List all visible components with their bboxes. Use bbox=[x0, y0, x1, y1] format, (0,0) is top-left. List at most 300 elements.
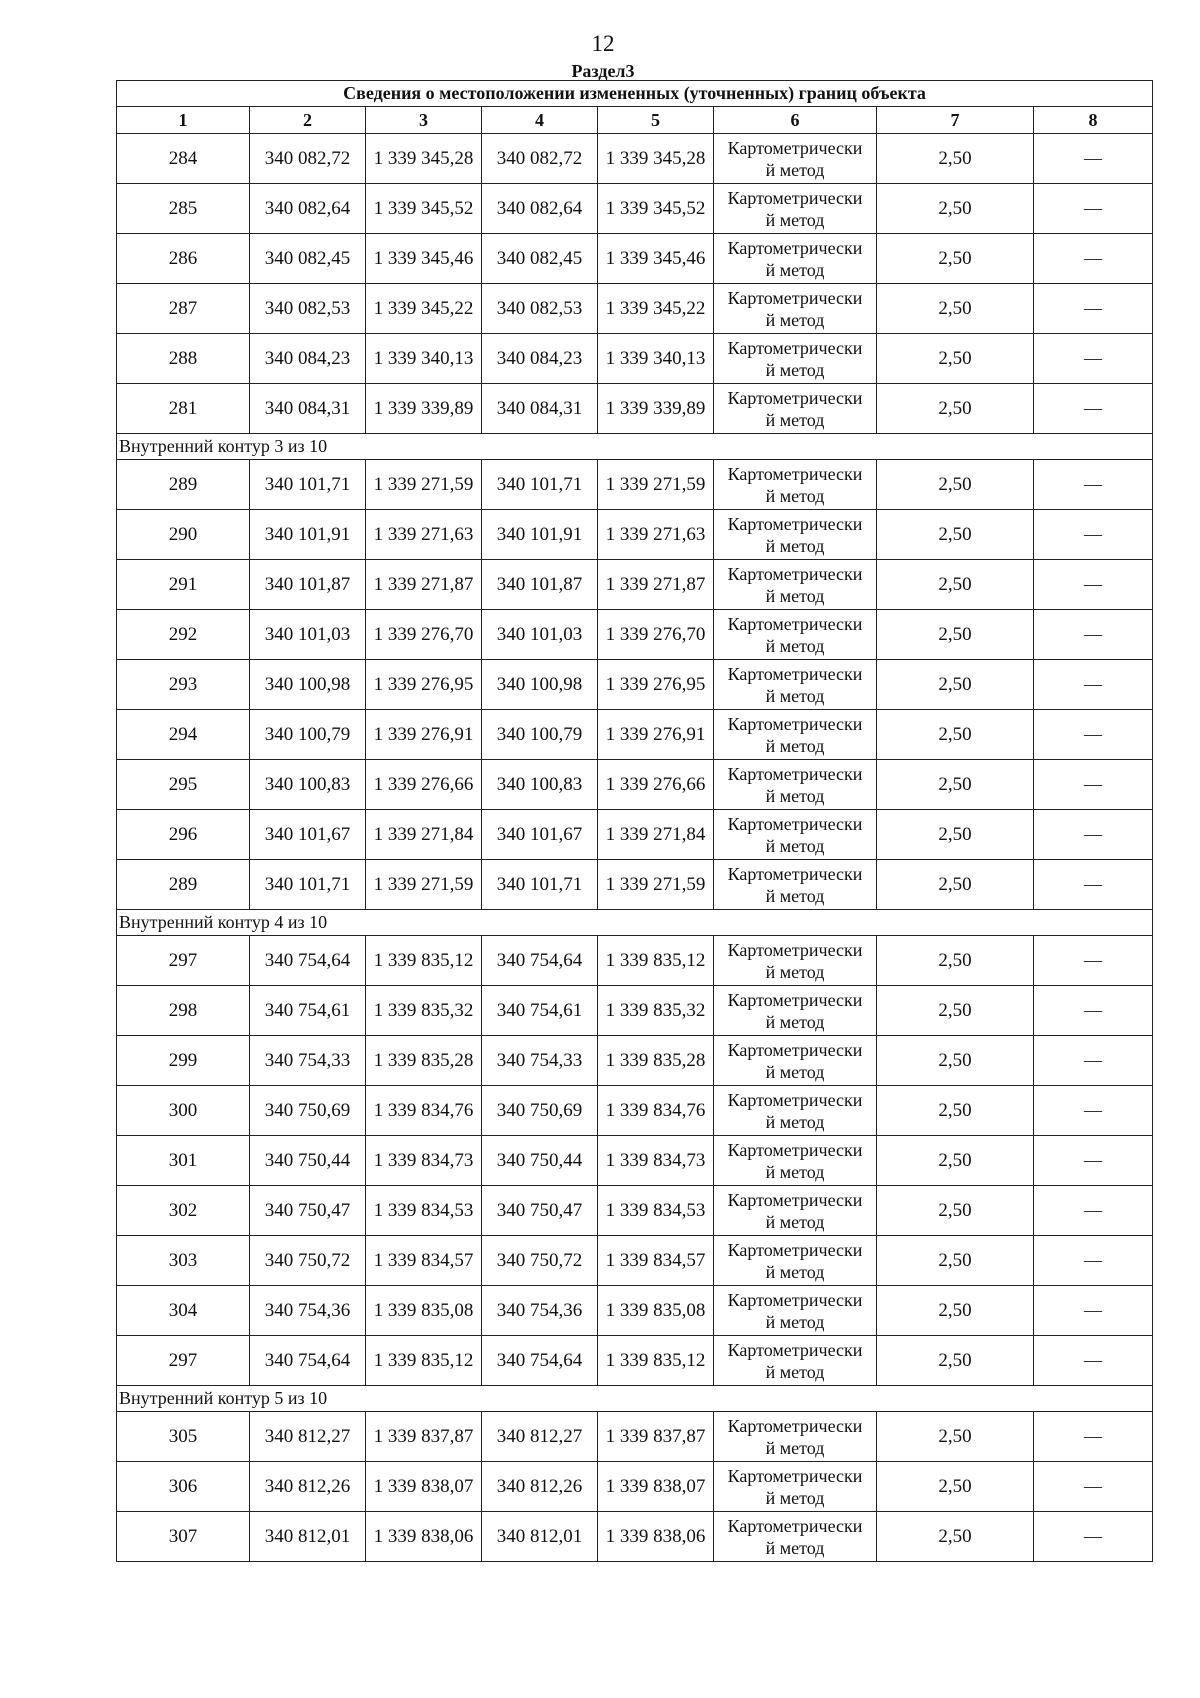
new-y-cell: 1 339 271,59 bbox=[598, 860, 714, 910]
new-y-cell: 1 339 345,52 bbox=[598, 184, 714, 234]
method-line-2: й метод bbox=[765, 159, 825, 180]
existing-x-cell: 340 101,67 bbox=[250, 810, 366, 860]
description-cell: — bbox=[1034, 460, 1153, 510]
existing-y-cell: 1 339 345,52 bbox=[366, 184, 482, 234]
section-title: Раздел3 bbox=[571, 61, 635, 81]
table-row bbox=[117, 1412, 1153, 1462]
method-cell bbox=[714, 1462, 877, 1512]
existing-x-cell: 340 754,61 bbox=[250, 986, 366, 1036]
table-row bbox=[117, 560, 1153, 610]
new-x-cell: 340 101,03 bbox=[482, 610, 598, 660]
column-header: 2 bbox=[250, 107, 366, 134]
point-number-cell: 291 bbox=[117, 560, 250, 610]
contour-label-row bbox=[117, 434, 1153, 460]
table-row bbox=[117, 986, 1153, 1036]
new-y-cell: 1 339 271,84 bbox=[598, 810, 714, 860]
table-row bbox=[117, 510, 1153, 560]
new-y-cell: 1 339 345,46 bbox=[598, 234, 714, 284]
table-row bbox=[117, 460, 1153, 510]
table-row bbox=[117, 1512, 1153, 1562]
point-number-cell: 302 bbox=[117, 1186, 250, 1236]
table-row bbox=[117, 234, 1153, 284]
existing-x-cell: 340 754,33 bbox=[250, 1036, 366, 1086]
method-cell bbox=[714, 710, 877, 760]
existing-y-cell: 1 339 271,84 bbox=[366, 810, 482, 860]
new-x-cell: 340 101,71 bbox=[482, 460, 598, 510]
new-x-cell: 340 082,45 bbox=[482, 234, 598, 284]
existing-y-cell: 1 339 271,63 bbox=[366, 510, 482, 560]
existing-y-cell: 1 339 276,95 bbox=[366, 660, 482, 710]
new-y-cell: 1 339 271,87 bbox=[598, 560, 714, 610]
method-line-1: Картометрически bbox=[727, 613, 863, 634]
method-cell bbox=[714, 760, 877, 810]
accuracy-cell: 2,50 bbox=[877, 760, 1034, 810]
existing-y-cell: 1 339 276,66 bbox=[366, 760, 482, 810]
existing-y-cell: 1 339 834,73 bbox=[366, 1136, 482, 1186]
accuracy-cell: 2,50 bbox=[877, 936, 1034, 986]
existing-y-cell: 1 339 838,07 bbox=[366, 1462, 482, 1512]
table-row bbox=[117, 710, 1153, 760]
table-row bbox=[117, 936, 1153, 986]
point-number-cell: 305 bbox=[117, 1412, 250, 1462]
existing-x-cell: 340 082,45 bbox=[250, 234, 366, 284]
column-header: 4 bbox=[482, 107, 598, 134]
accuracy-cell: 2,50 bbox=[877, 1462, 1034, 1512]
point-number-cell: 286 bbox=[117, 234, 250, 284]
new-y-cell: 1 339 276,70 bbox=[598, 610, 714, 660]
existing-y-cell: 1 339 834,57 bbox=[366, 1236, 482, 1286]
method-cell bbox=[714, 1136, 877, 1186]
description-cell: — bbox=[1034, 560, 1153, 610]
table-row bbox=[117, 1462, 1153, 1512]
description-cell: — bbox=[1034, 184, 1153, 234]
description-cell: — bbox=[1034, 510, 1153, 560]
method-cell bbox=[714, 1236, 877, 1286]
existing-x-cell: 340 100,83 bbox=[250, 760, 366, 810]
existing-x-cell: 340 082,72 bbox=[250, 134, 366, 184]
point-number-cell: 295 bbox=[117, 760, 250, 810]
method-line-2: й метод bbox=[765, 1537, 825, 1558]
method-line-1: Картометрически bbox=[727, 137, 863, 158]
method-line-1: Картометрически bbox=[727, 287, 863, 308]
new-x-cell: 340 812,01 bbox=[482, 1512, 598, 1562]
existing-x-cell: 340 812,01 bbox=[250, 1512, 366, 1562]
new-y-cell: 1 339 834,53 bbox=[598, 1186, 714, 1236]
accuracy-cell: 2,50 bbox=[877, 560, 1034, 610]
point-number-cell: 287 bbox=[117, 284, 250, 334]
new-y-cell: 1 339 835,12 bbox=[598, 1336, 714, 1386]
method-line-2: й метод bbox=[765, 735, 825, 756]
point-number-cell: 290 bbox=[117, 510, 250, 560]
point-number-cell: 292 bbox=[117, 610, 250, 660]
table-row bbox=[117, 1286, 1153, 1336]
new-y-cell: 1 339 835,28 bbox=[598, 1036, 714, 1086]
method-line-2: й метод bbox=[765, 485, 825, 506]
existing-y-cell: 1 339 834,53 bbox=[366, 1186, 482, 1236]
new-x-cell: 340 101,91 bbox=[482, 510, 598, 560]
accuracy-cell: 2,50 bbox=[877, 1186, 1034, 1236]
description-cell: — bbox=[1034, 1336, 1153, 1386]
new-y-cell: 1 339 276,91 bbox=[598, 710, 714, 760]
method-line-2: й метод bbox=[765, 535, 825, 556]
description-cell: — bbox=[1034, 384, 1153, 434]
new-y-cell: 1 339 345,22 bbox=[598, 284, 714, 334]
existing-y-cell: 1 339 835,32 bbox=[366, 986, 482, 1036]
table-row bbox=[117, 1236, 1153, 1286]
method-line-1: Картометрически bbox=[727, 1239, 863, 1260]
new-y-cell: 1 339 276,66 bbox=[598, 760, 714, 810]
description-cell: — bbox=[1034, 1412, 1153, 1462]
method-line-1: Картометрически bbox=[727, 337, 863, 358]
table-row bbox=[117, 1186, 1153, 1236]
existing-x-cell: 340 101,87 bbox=[250, 560, 366, 610]
description-cell: — bbox=[1034, 1136, 1153, 1186]
point-number-cell: 304 bbox=[117, 1286, 250, 1336]
point-number-cell: 293 bbox=[117, 660, 250, 710]
point-number-cell: 296 bbox=[117, 810, 250, 860]
description-cell: — bbox=[1034, 1286, 1153, 1336]
method-cell bbox=[714, 936, 877, 986]
method-line-1: Картометрически bbox=[727, 1465, 863, 1486]
new-x-cell: 340 750,44 bbox=[482, 1136, 598, 1186]
method-line-2: й метод bbox=[765, 359, 825, 380]
accuracy-cell: 2,50 bbox=[877, 234, 1034, 284]
method-line-2: й метод bbox=[765, 209, 825, 230]
table-row bbox=[117, 1136, 1153, 1186]
accuracy-cell: 2,50 bbox=[877, 510, 1034, 560]
accuracy-cell: 2,50 bbox=[877, 1512, 1034, 1562]
description-cell: — bbox=[1034, 1512, 1153, 1562]
table-row bbox=[117, 1036, 1153, 1086]
description-cell: — bbox=[1034, 1462, 1153, 1512]
existing-x-cell: 340 750,69 bbox=[250, 1086, 366, 1136]
point-number-cell: 294 bbox=[117, 710, 250, 760]
existing-x-cell: 340 750,44 bbox=[250, 1136, 366, 1186]
table-row bbox=[117, 860, 1153, 910]
description-cell: — bbox=[1034, 860, 1153, 910]
table-body bbox=[117, 81, 1153, 1562]
method-cell bbox=[714, 1036, 877, 1086]
method-cell bbox=[714, 1512, 877, 1562]
new-x-cell: 340 812,26 bbox=[482, 1462, 598, 1512]
description-cell: — bbox=[1034, 810, 1153, 860]
new-x-cell: 340 812,27 bbox=[482, 1412, 598, 1462]
new-x-cell: 340 754,64 bbox=[482, 936, 598, 986]
method-line-1: Картометрически bbox=[727, 1189, 863, 1210]
accuracy-cell: 2,50 bbox=[877, 1236, 1034, 1286]
method-line-1: Картометрически bbox=[727, 713, 863, 734]
new-y-cell: 1 339 271,59 bbox=[598, 460, 714, 510]
page-number: 12 bbox=[591, 31, 615, 56]
existing-x-cell: 340 082,53 bbox=[250, 284, 366, 334]
method-line-1: Картометрически bbox=[727, 237, 863, 258]
description-cell: — bbox=[1034, 334, 1153, 384]
description-cell: — bbox=[1034, 986, 1153, 1036]
contour-label: Внутренний контур 5 из 10 bbox=[117, 1386, 1153, 1412]
description-cell: — bbox=[1034, 660, 1153, 710]
method-line-1: Картометрически bbox=[727, 989, 863, 1010]
method-line-1: Картометрически bbox=[727, 813, 863, 834]
existing-y-cell: 1 339 838,06 bbox=[366, 1512, 482, 1562]
method-line-1: Картометрически bbox=[727, 513, 863, 534]
column-header: 3 bbox=[366, 107, 482, 134]
description-cell: — bbox=[1034, 760, 1153, 810]
existing-x-cell: 340 084,23 bbox=[250, 334, 366, 384]
existing-x-cell: 340 101,71 bbox=[250, 860, 366, 910]
method-line-2: й метод bbox=[765, 1111, 825, 1132]
table-caption-row bbox=[117, 81, 1153, 107]
method-line-2: й метод bbox=[765, 885, 825, 906]
table-row bbox=[117, 184, 1153, 234]
description-cell: — bbox=[1034, 234, 1153, 284]
description-cell: — bbox=[1034, 710, 1153, 760]
new-y-cell: 1 339 834,73 bbox=[598, 1136, 714, 1186]
accuracy-cell: 2,50 bbox=[877, 384, 1034, 434]
method-line-1: Картометрически bbox=[727, 187, 863, 208]
method-line-1: Картометрически bbox=[727, 1339, 863, 1360]
existing-x-cell: 340 812,27 bbox=[250, 1412, 366, 1462]
point-number-cell: 298 bbox=[117, 986, 250, 1036]
existing-x-cell: 340 812,26 bbox=[250, 1462, 366, 1512]
accuracy-cell: 2,50 bbox=[877, 134, 1034, 184]
method-line-2: й метод bbox=[765, 1437, 825, 1458]
table-row bbox=[117, 760, 1153, 810]
existing-y-cell: 1 339 345,28 bbox=[366, 134, 482, 184]
method-line-1: Картометрически bbox=[727, 939, 863, 960]
point-number-cell: 289 bbox=[117, 460, 250, 510]
new-y-cell: 1 339 271,63 bbox=[598, 510, 714, 560]
description-cell: — bbox=[1034, 1036, 1153, 1086]
accuracy-cell: 2,50 bbox=[877, 1086, 1034, 1136]
new-x-cell: 340 082,64 bbox=[482, 184, 598, 234]
accuracy-cell: 2,50 bbox=[877, 810, 1034, 860]
accuracy-cell: 2,50 bbox=[877, 1286, 1034, 1336]
method-line-2: й метод bbox=[765, 1211, 825, 1232]
method-cell bbox=[714, 1412, 877, 1462]
existing-y-cell: 1 339 339,89 bbox=[366, 384, 482, 434]
new-x-cell: 340 100,98 bbox=[482, 660, 598, 710]
point-number-cell: 281 bbox=[117, 384, 250, 434]
description-cell: — bbox=[1034, 1086, 1153, 1136]
point-number-cell: 306 bbox=[117, 1462, 250, 1512]
method-line-1: Картометрически bbox=[727, 1039, 863, 1060]
existing-x-cell: 340 750,72 bbox=[250, 1236, 366, 1286]
existing-y-cell: 1 339 276,70 bbox=[366, 610, 482, 660]
method-line-2: й метод bbox=[765, 1261, 825, 1282]
method-line-1: Картометрически bbox=[727, 763, 863, 784]
description-cell: — bbox=[1034, 134, 1153, 184]
method-line-1: Картометрически bbox=[727, 663, 863, 684]
existing-x-cell: 340 100,79 bbox=[250, 710, 366, 760]
method-line-2: й метод bbox=[765, 961, 825, 982]
existing-x-cell: 340 754,36 bbox=[250, 1286, 366, 1336]
accuracy-cell: 2,50 bbox=[877, 1412, 1034, 1462]
method-cell bbox=[714, 334, 877, 384]
method-line-2: й метод bbox=[765, 259, 825, 280]
new-y-cell: 1 339 276,95 bbox=[598, 660, 714, 710]
new-y-cell: 1 339 340,13 bbox=[598, 334, 714, 384]
method-cell bbox=[714, 284, 877, 334]
existing-y-cell: 1 339 837,87 bbox=[366, 1412, 482, 1462]
new-y-cell: 1 339 834,57 bbox=[598, 1236, 714, 1286]
new-x-cell: 340 084,23 bbox=[482, 334, 598, 384]
method-cell bbox=[714, 660, 877, 710]
point-number-cell: 285 bbox=[117, 184, 250, 234]
new-y-cell: 1 339 835,32 bbox=[598, 986, 714, 1036]
existing-y-cell: 1 339 835,12 bbox=[366, 1336, 482, 1386]
new-y-cell: 1 339 837,87 bbox=[598, 1412, 714, 1462]
existing-x-cell: 340 100,98 bbox=[250, 660, 366, 710]
method-cell bbox=[714, 1336, 877, 1386]
table-row bbox=[117, 334, 1153, 384]
accuracy-cell: 2,50 bbox=[877, 660, 1034, 710]
accuracy-cell: 2,50 bbox=[877, 1136, 1034, 1186]
contour-label-row bbox=[117, 910, 1153, 936]
existing-x-cell: 340 084,31 bbox=[250, 384, 366, 434]
point-number-cell: 299 bbox=[117, 1036, 250, 1086]
point-number-cell: 289 bbox=[117, 860, 250, 910]
description-cell: — bbox=[1034, 610, 1153, 660]
method-line-2: й метод bbox=[765, 1487, 825, 1508]
existing-y-cell: 1 339 340,13 bbox=[366, 334, 482, 384]
description-cell: — bbox=[1034, 284, 1153, 334]
new-y-cell: 1 339 834,76 bbox=[598, 1086, 714, 1136]
method-line-2: й метод bbox=[765, 835, 825, 856]
new-x-cell: 340 082,53 bbox=[482, 284, 598, 334]
method-line-2: й метод bbox=[765, 635, 825, 656]
existing-x-cell: 340 101,71 bbox=[250, 460, 366, 510]
new-x-cell: 340 750,69 bbox=[482, 1086, 598, 1136]
column-header: 8 bbox=[1034, 107, 1153, 134]
method-cell bbox=[714, 184, 877, 234]
new-x-cell: 340 100,83 bbox=[482, 760, 598, 810]
new-y-cell: 1 339 838,07 bbox=[598, 1462, 714, 1512]
point-number-cell: 284 bbox=[117, 134, 250, 184]
method-cell bbox=[714, 234, 877, 284]
column-header: 1 bbox=[117, 107, 250, 134]
method-line-2: й метод bbox=[765, 1361, 825, 1382]
new-x-cell: 340 101,87 bbox=[482, 560, 598, 610]
method-line-2: й метод bbox=[765, 409, 825, 430]
method-line-2: й метод bbox=[765, 309, 825, 330]
new-x-cell: 340 754,33 bbox=[482, 1036, 598, 1086]
table-caption: Сведения о местоположении измененных (уточненных) границ объекта bbox=[117, 81, 1153, 107]
method-line-1: Картометрически bbox=[727, 1415, 863, 1436]
accuracy-cell: 2,50 bbox=[877, 1036, 1034, 1086]
new-y-cell: 1 339 345,28 bbox=[598, 134, 714, 184]
existing-y-cell: 1 339 271,87 bbox=[366, 560, 482, 610]
method-cell bbox=[714, 860, 877, 910]
new-y-cell: 1 339 838,06 bbox=[598, 1512, 714, 1562]
new-x-cell: 340 101,71 bbox=[482, 860, 598, 910]
new-x-cell: 340 750,47 bbox=[482, 1186, 598, 1236]
method-line-2: й метод bbox=[765, 1311, 825, 1332]
method-line-1: Картометрически bbox=[727, 563, 863, 584]
method-cell bbox=[714, 810, 877, 860]
method-cell bbox=[714, 986, 877, 1036]
table-row bbox=[117, 610, 1153, 660]
existing-x-cell: 340 082,64 bbox=[250, 184, 366, 234]
contour-label: Внутренний контур 4 из 10 bbox=[117, 910, 1153, 936]
method-line-2: й метод bbox=[765, 1161, 825, 1182]
existing-x-cell: 340 754,64 bbox=[250, 936, 366, 986]
accuracy-cell: 2,50 bbox=[877, 860, 1034, 910]
existing-y-cell: 1 339 271,59 bbox=[366, 860, 482, 910]
method-line-1: Картометрически bbox=[727, 1289, 863, 1310]
new-y-cell: 1 339 339,89 bbox=[598, 384, 714, 434]
existing-y-cell: 1 339 271,59 bbox=[366, 460, 482, 510]
existing-y-cell: 1 339 276,91 bbox=[366, 710, 482, 760]
existing-y-cell: 1 339 835,08 bbox=[366, 1286, 482, 1336]
description-cell: — bbox=[1034, 1186, 1153, 1236]
method-cell bbox=[714, 134, 877, 184]
accuracy-cell: 2,50 bbox=[877, 284, 1034, 334]
existing-y-cell: 1 339 835,28 bbox=[366, 1036, 482, 1086]
new-x-cell: 340 754,36 bbox=[482, 1286, 598, 1336]
description-cell: — bbox=[1034, 1236, 1153, 1286]
existing-x-cell: 340 101,91 bbox=[250, 510, 366, 560]
description-cell: — bbox=[1034, 936, 1153, 986]
accuracy-cell: 2,50 bbox=[877, 1336, 1034, 1386]
table-row bbox=[117, 1336, 1153, 1386]
existing-y-cell: 1 339 345,22 bbox=[366, 284, 482, 334]
method-line-1: Картометрически bbox=[727, 463, 863, 484]
point-number-cell: 288 bbox=[117, 334, 250, 384]
point-number-cell: 297 bbox=[117, 936, 250, 986]
boundary-table bbox=[116, 80, 1153, 1562]
table-row bbox=[117, 810, 1153, 860]
existing-x-cell: 340 101,03 bbox=[250, 610, 366, 660]
new-y-cell: 1 339 835,12 bbox=[598, 936, 714, 986]
new-x-cell: 340 100,79 bbox=[482, 710, 598, 760]
new-x-cell: 340 754,61 bbox=[482, 986, 598, 1036]
new-y-cell: 1 339 835,08 bbox=[598, 1286, 714, 1336]
method-line-2: й метод bbox=[765, 785, 825, 806]
point-number-cell: 303 bbox=[117, 1236, 250, 1286]
method-line-2: й метод bbox=[765, 685, 825, 706]
point-number-cell: 297 bbox=[117, 1336, 250, 1386]
point-number-cell: 307 bbox=[117, 1512, 250, 1562]
table-row bbox=[117, 134, 1153, 184]
existing-x-cell: 340 750,47 bbox=[250, 1186, 366, 1236]
table-row bbox=[117, 384, 1153, 434]
new-x-cell: 340 084,31 bbox=[482, 384, 598, 434]
accuracy-cell: 2,50 bbox=[877, 460, 1034, 510]
column-header: 6 bbox=[714, 107, 877, 134]
new-x-cell: 340 750,72 bbox=[482, 1236, 598, 1286]
table-row bbox=[117, 1086, 1153, 1136]
point-number-cell: 301 bbox=[117, 1136, 250, 1186]
method-line-1: Картометрически bbox=[727, 1515, 863, 1536]
new-x-cell: 340 101,67 bbox=[482, 810, 598, 860]
new-x-cell: 340 754,64 bbox=[482, 1336, 598, 1386]
method-line-1: Картометрически bbox=[727, 387, 863, 408]
table-row bbox=[117, 284, 1153, 334]
accuracy-cell: 2,50 bbox=[877, 610, 1034, 660]
column-header: 5 bbox=[598, 107, 714, 134]
existing-x-cell: 340 754,64 bbox=[250, 1336, 366, 1386]
method-cell bbox=[714, 610, 877, 660]
column-header: 7 bbox=[877, 107, 1034, 134]
accuracy-cell: 2,50 bbox=[877, 710, 1034, 760]
contour-label-row bbox=[117, 1386, 1153, 1412]
method-line-1: Картометрически bbox=[727, 863, 863, 884]
contour-label: Внутренний контур 3 из 10 bbox=[117, 434, 1153, 460]
method-line-2: й метод bbox=[765, 585, 825, 606]
column-number-row bbox=[117, 107, 1153, 134]
existing-y-cell: 1 339 835,12 bbox=[366, 936, 482, 986]
method-line-1: Картометрически bbox=[727, 1089, 863, 1110]
